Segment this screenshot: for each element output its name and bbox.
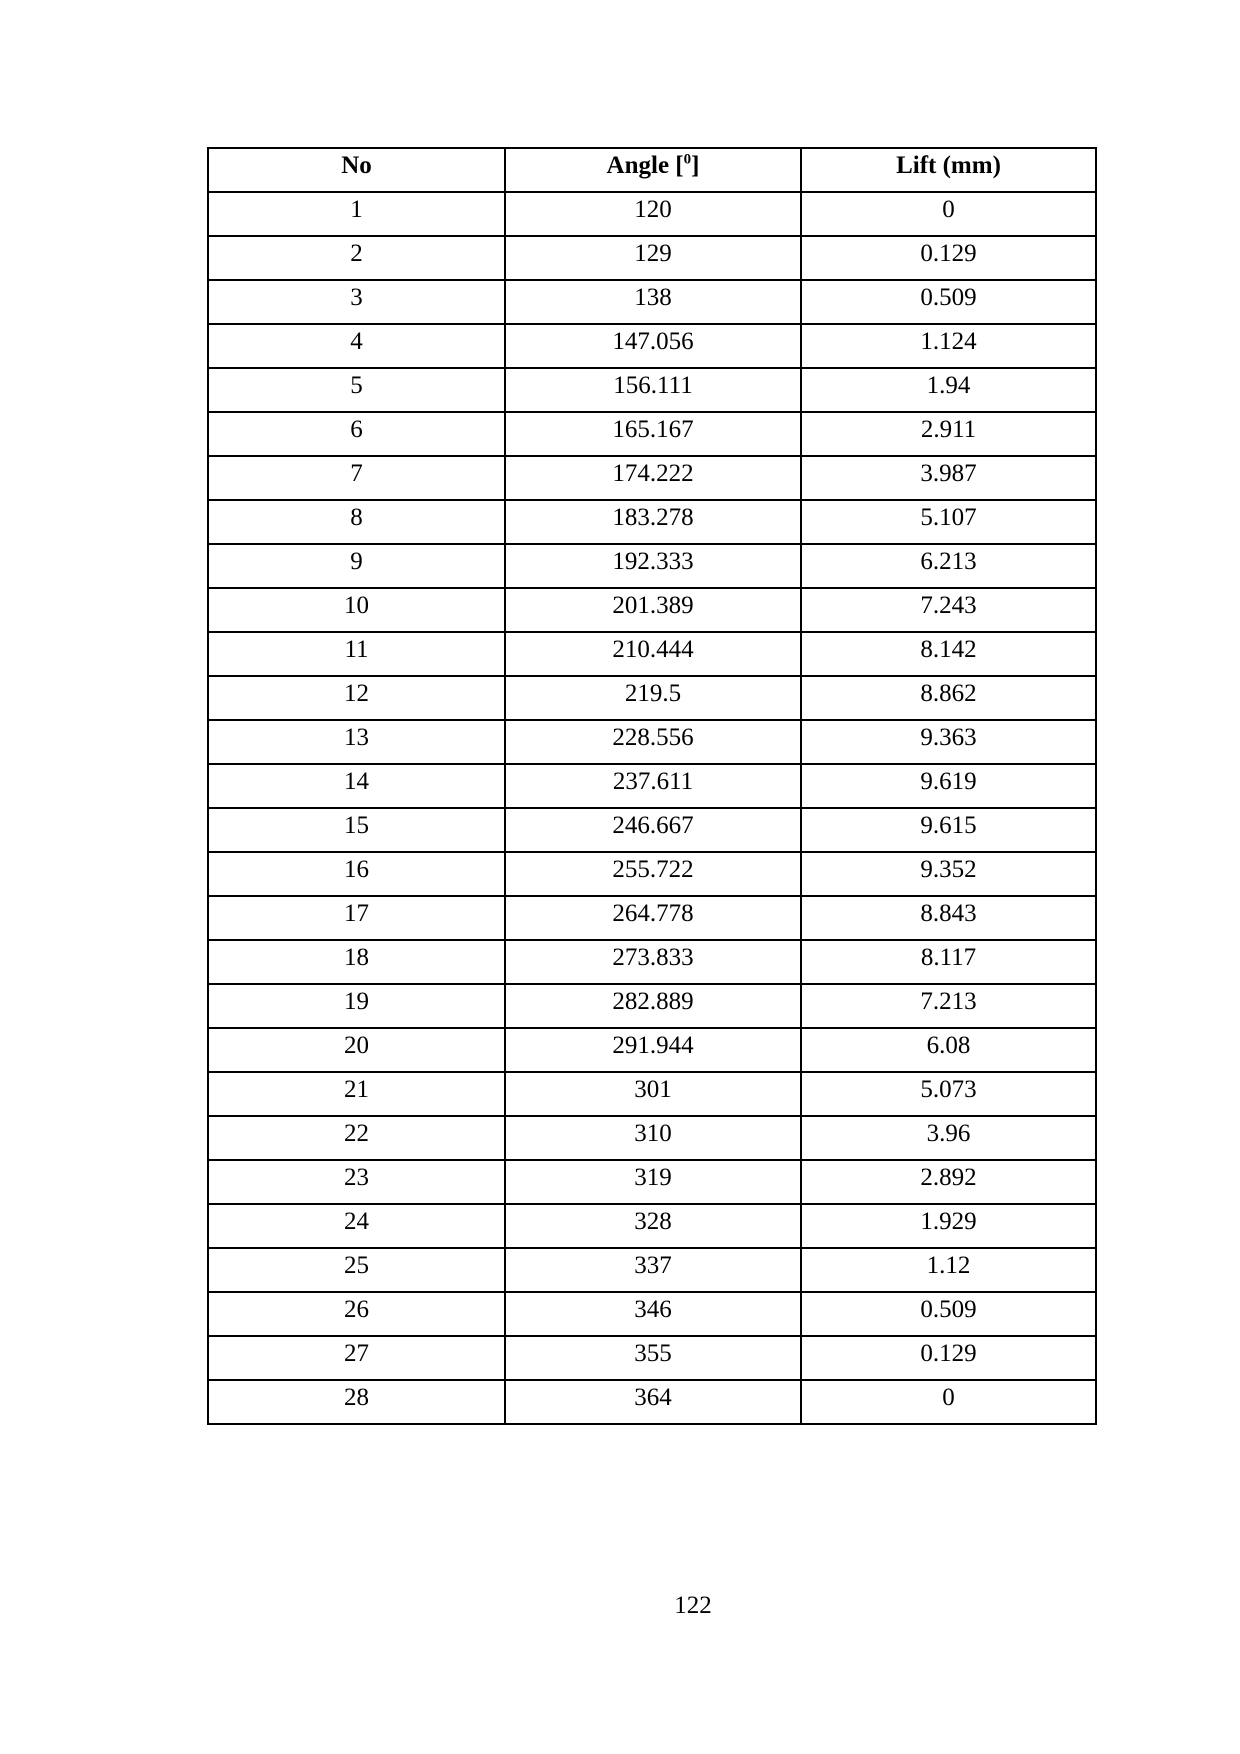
- table-row: [208, 852, 1096, 896]
- table-row: [208, 1028, 1096, 1072]
- cell-no: 5: [208, 368, 505, 412]
- table-row: [208, 676, 1096, 720]
- cell-lift: 2.892: [801, 1160, 1096, 1204]
- cell-lift: 3.987: [801, 456, 1096, 500]
- cell-angle: 228.556: [505, 720, 801, 764]
- cell-no: 19: [208, 984, 505, 1028]
- cell-no: 27: [208, 1336, 505, 1380]
- cell-no: 16: [208, 852, 505, 896]
- cell-angle: 174.222: [505, 456, 801, 500]
- cell-no: 15: [208, 808, 505, 852]
- cell-lift: 9.615: [801, 808, 1096, 852]
- cell-lift: 8.862: [801, 676, 1096, 720]
- table-header: [208, 148, 1096, 192]
- cell-no: 6: [208, 412, 505, 456]
- cam-lift-table: [207, 147, 1097, 1425]
- table-row: [208, 544, 1096, 588]
- cell-no: 24: [208, 1204, 505, 1248]
- cell-no: 8: [208, 500, 505, 544]
- cell-angle: 147.056: [505, 324, 801, 368]
- table-row: [208, 1336, 1096, 1380]
- table-row: [208, 1204, 1096, 1248]
- cell-lift: 5.073: [801, 1072, 1096, 1116]
- cell-lift: 3.96: [801, 1116, 1096, 1160]
- cell-no: 7: [208, 456, 505, 500]
- cell-angle: 165.167: [505, 412, 801, 456]
- cell-angle: 129: [505, 236, 801, 280]
- table-row: [208, 192, 1096, 236]
- table-row: [208, 940, 1096, 984]
- cell-angle: 282.889: [505, 984, 801, 1028]
- cell-angle: 255.722: [505, 852, 801, 896]
- cell-lift: 8.117: [801, 940, 1096, 984]
- cell-lift: 0.129: [801, 1336, 1096, 1380]
- table-row: [208, 368, 1096, 412]
- cell-no: 9: [208, 544, 505, 588]
- cell-no: 25: [208, 1248, 505, 1292]
- cell-angle: 138: [505, 280, 801, 324]
- cell-no: 13: [208, 720, 505, 764]
- cell-angle: 219.5: [505, 676, 801, 720]
- header-lift: Lift (mm): [801, 148, 1096, 192]
- table-row: [208, 280, 1096, 324]
- table-row: [208, 632, 1096, 676]
- cell-angle: 246.667: [505, 808, 801, 852]
- table-row: [208, 588, 1096, 632]
- cell-angle: 273.833: [505, 940, 801, 984]
- cell-no: 12: [208, 676, 505, 720]
- table-body: [208, 192, 1096, 1424]
- cell-angle: 310: [505, 1116, 801, 1160]
- cell-lift: 8.142: [801, 632, 1096, 676]
- table-row: [208, 500, 1096, 544]
- table-row: [208, 764, 1096, 808]
- header-row: [208, 148, 1096, 192]
- cell-lift: 0: [801, 1380, 1096, 1424]
- table-row: [208, 412, 1096, 456]
- cell-no: 23: [208, 1160, 505, 1204]
- table-row: [208, 1380, 1096, 1424]
- table-row: [208, 1116, 1096, 1160]
- cell-lift: 5.107: [801, 500, 1096, 544]
- cell-no: 1: [208, 192, 505, 236]
- table-row: [208, 720, 1096, 764]
- cell-no: 14: [208, 764, 505, 808]
- cell-no: 20: [208, 1028, 505, 1072]
- cell-angle: 192.333: [505, 544, 801, 588]
- cell-angle: 319: [505, 1160, 801, 1204]
- cell-lift: 6.08: [801, 1028, 1096, 1072]
- header-no: No: [208, 148, 505, 192]
- cell-lift: 7.243: [801, 588, 1096, 632]
- cell-lift: 1.124: [801, 324, 1096, 368]
- cell-angle: 355: [505, 1336, 801, 1380]
- page-number: 122: [674, 1592, 712, 1619]
- cell-lift: 6.213: [801, 544, 1096, 588]
- table-row: [208, 324, 1096, 368]
- cell-lift: 9.619: [801, 764, 1096, 808]
- cell-angle: 337: [505, 1248, 801, 1292]
- cell-angle: 156.111: [505, 368, 801, 412]
- cell-no: 26: [208, 1292, 505, 1336]
- cell-angle: 183.278: [505, 500, 801, 544]
- cell-angle: 346: [505, 1292, 801, 1336]
- header-angle: [505, 148, 801, 192]
- cell-angle: 237.611: [505, 764, 801, 808]
- table-row: [208, 1292, 1096, 1336]
- cell-no: 28: [208, 1380, 505, 1424]
- cell-lift: 0.129: [801, 236, 1096, 280]
- cell-no: 2: [208, 236, 505, 280]
- cell-angle: 364: [505, 1380, 801, 1424]
- cell-angle: 328: [505, 1204, 801, 1248]
- table-row: [208, 896, 1096, 940]
- cell-lift: 0.509: [801, 280, 1096, 324]
- header-angle-degree-sup: 0: [683, 151, 692, 168]
- header-angle-suffix: ]: [691, 152, 700, 179]
- table-row: [208, 1248, 1096, 1292]
- cell-no: 21: [208, 1072, 505, 1116]
- table-row: [208, 808, 1096, 852]
- cell-angle: 264.778: [505, 896, 801, 940]
- cell-no: 11: [208, 632, 505, 676]
- table-row: [208, 1072, 1096, 1116]
- table-row: [208, 1160, 1096, 1204]
- table-row: [208, 984, 1096, 1028]
- cell-no: 18: [208, 940, 505, 984]
- cell-lift: 2.911: [801, 412, 1096, 456]
- cell-no: 4: [208, 324, 505, 368]
- cell-no: 17: [208, 896, 505, 940]
- cell-lift: 7.213: [801, 984, 1096, 1028]
- cell-no: 22: [208, 1116, 505, 1160]
- cell-lift: 0.509: [801, 1292, 1096, 1336]
- cell-lift: 1.12: [801, 1248, 1096, 1292]
- cell-angle: 201.389: [505, 588, 801, 632]
- cell-no: 10: [208, 588, 505, 632]
- cell-angle: 301: [505, 1072, 801, 1116]
- cell-lift: 1.929: [801, 1204, 1096, 1248]
- cell-lift: 8.843: [801, 896, 1096, 940]
- cell-lift: 9.352: [801, 852, 1096, 896]
- cell-lift: 1.94: [801, 368, 1096, 412]
- cell-no: 3: [208, 280, 505, 324]
- cell-lift: 9.363: [801, 720, 1096, 764]
- cell-angle: 291.944: [505, 1028, 801, 1072]
- table-row: [208, 456, 1096, 500]
- cell-angle: 210.444: [505, 632, 801, 676]
- table-row: [208, 236, 1096, 280]
- header-angle-prefix: Angle [: [606, 152, 684, 179]
- cell-angle: 120: [505, 192, 801, 236]
- cell-lift: 0: [801, 192, 1096, 236]
